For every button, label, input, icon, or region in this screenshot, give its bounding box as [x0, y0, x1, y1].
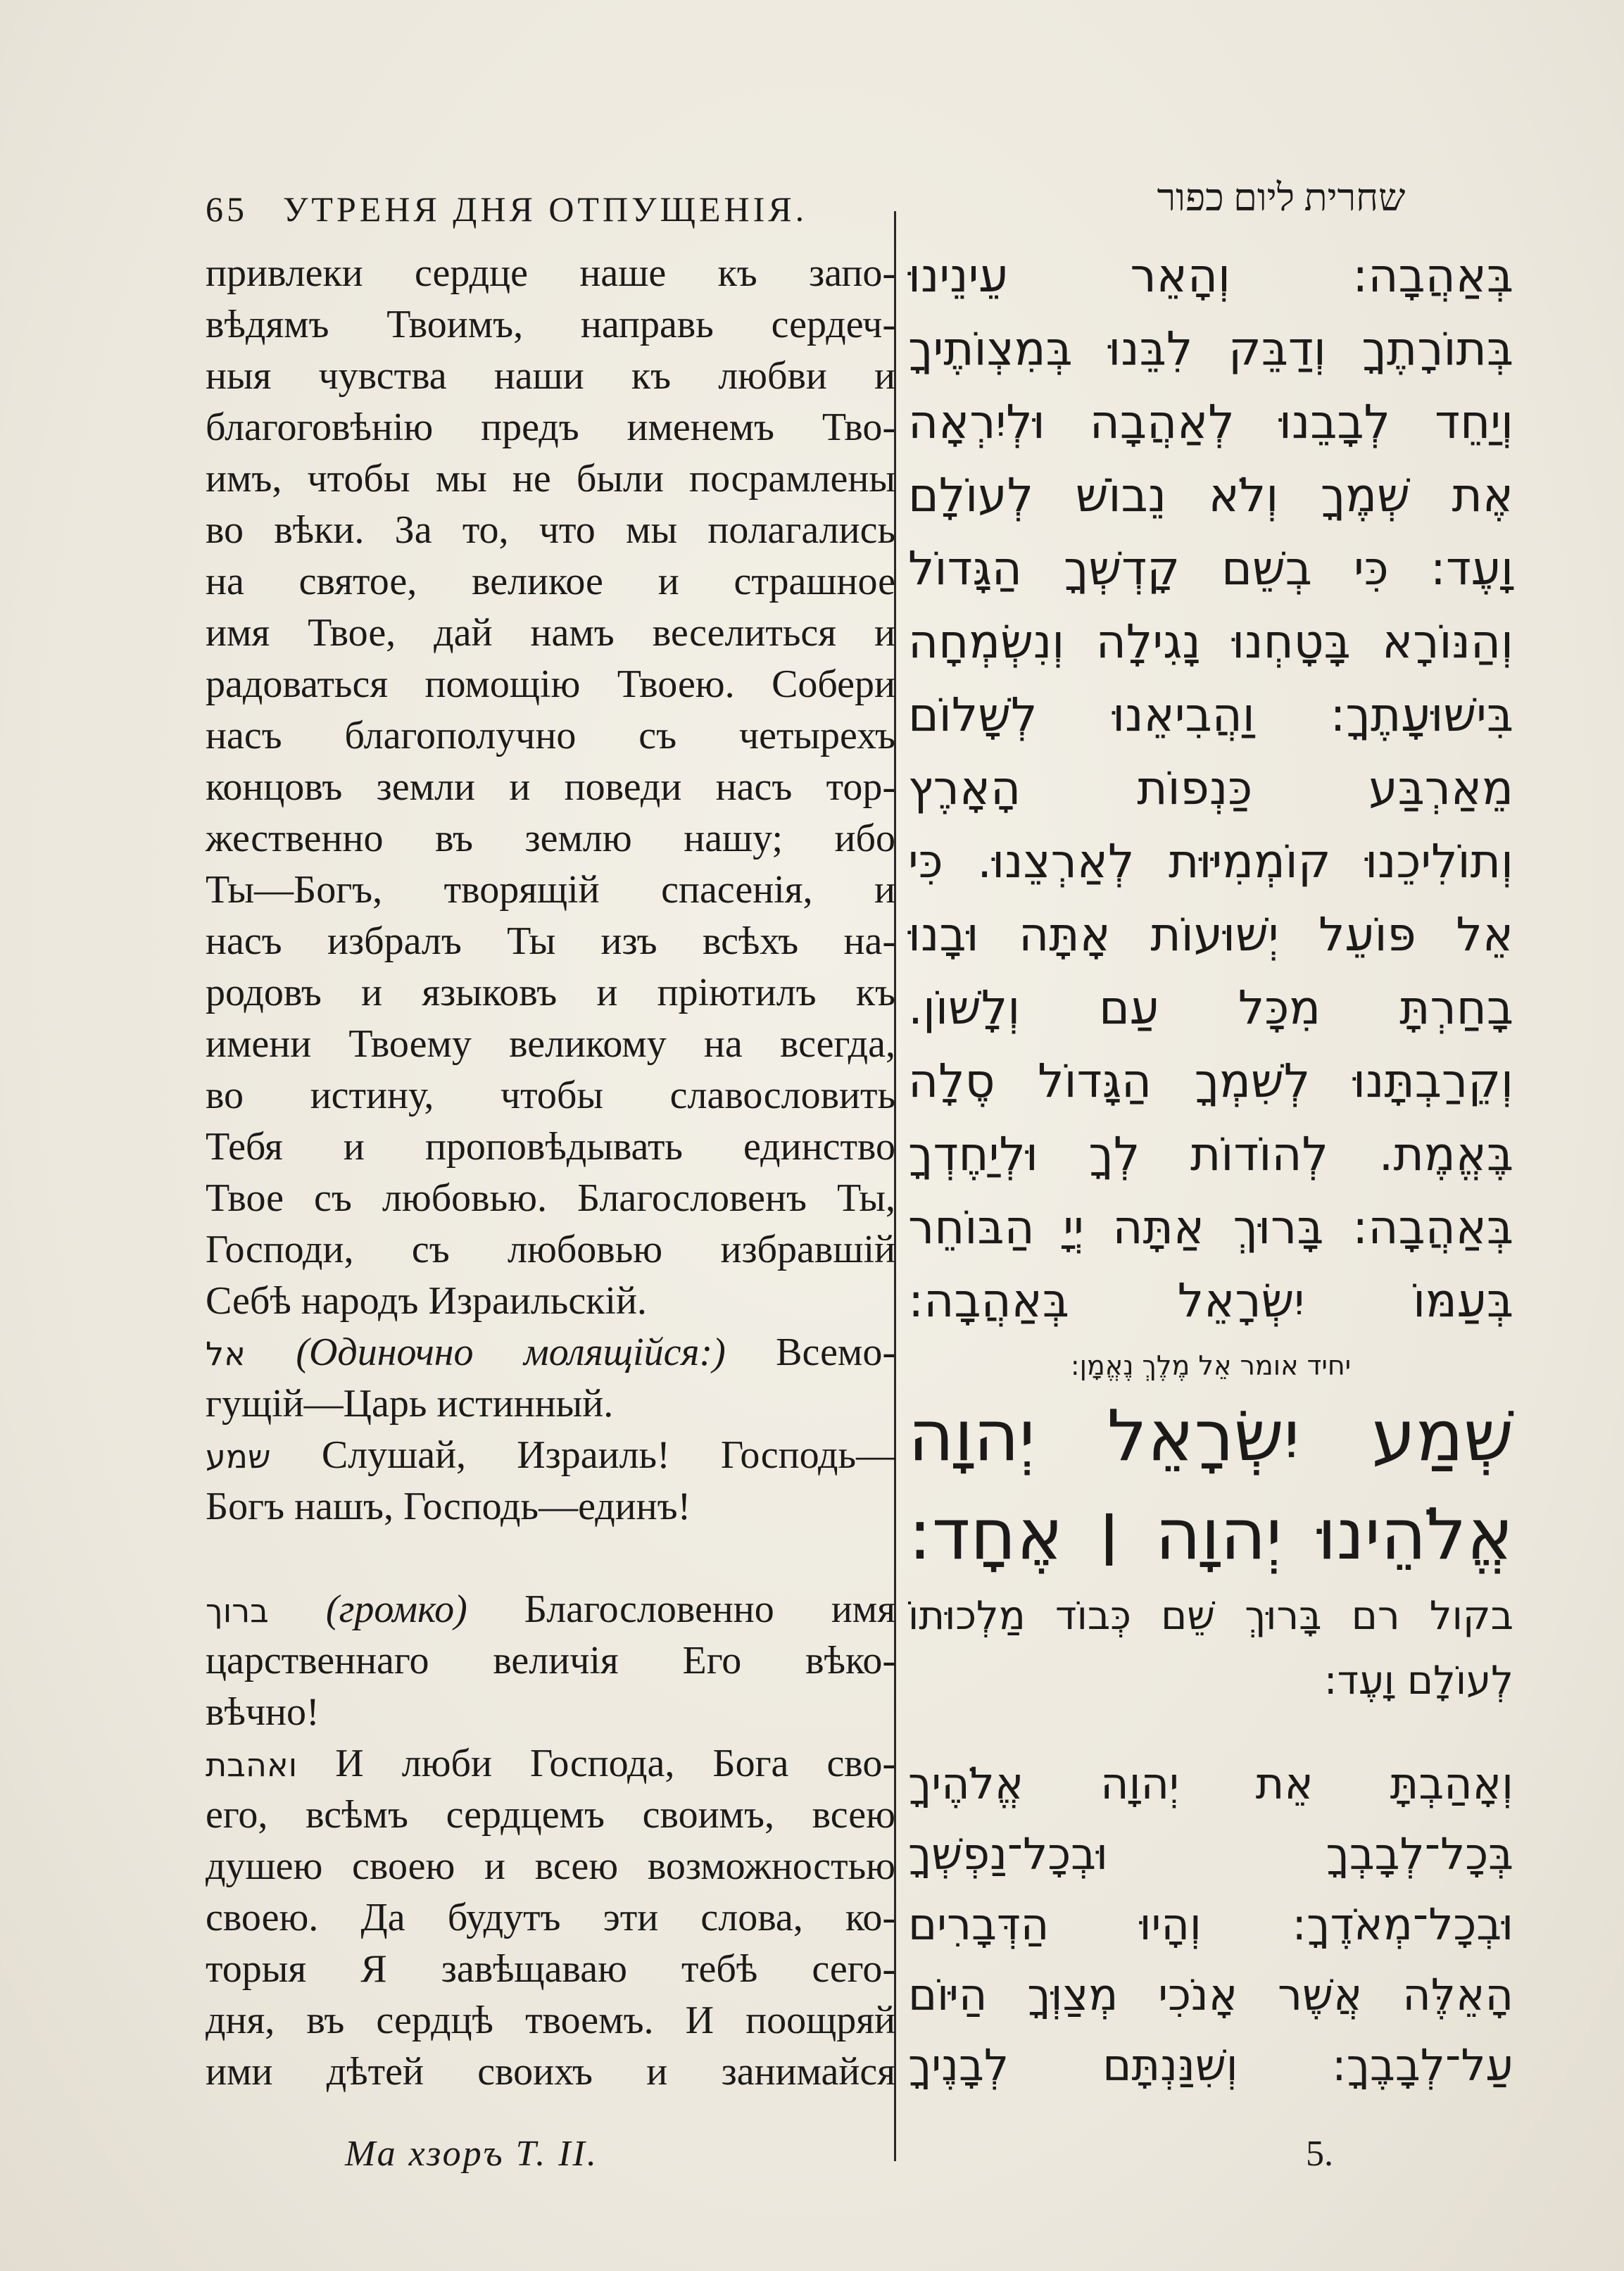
paragraph-gap [206, 1533, 895, 1584]
text-line: своею. Да будутъ эти слова, ко- [206, 1896, 895, 1939]
text-line: ныя чувства наши къ любви и [206, 354, 895, 398]
hebrew-line: בֶּאֱמֶת. לְהוֹדוֹת לְךָ וּלְיַחֶדְךָ [908, 1127, 1513, 1181]
veahavta-line: בְּכָל־לְבָבְךָ וּבְכָל־נַפְשְׁךָ [908, 1828, 1513, 1880]
baruch-line: בקול רם בָּרוּךְ שֵׁם כְּבוֹד מַלְכוּתוֹ [908, 1593, 1513, 1639]
footer-signature: Ма хзоръ Т. II. [345, 2134, 598, 2174]
running-header-left [206, 189, 860, 229]
text-line: жественно въ землю нашу; ибо [206, 817, 895, 860]
veahavta-line: וּבְכָל־מְאֹדֶךָ: וְהָיוּ הַדְּבָרִים [908, 1899, 1513, 1950]
text-line: во вѣки. За то, что мы полагались [206, 508, 895, 552]
text-line: родовъ и языковъ и пріютилъ къ [206, 971, 895, 1014]
hebrew-line: בְּאַהֲבָה: וְהָאֵר עֵינֵינוּ [908, 249, 1513, 303]
russian-column [206, 248, 895, 2098]
rubric-note: (громко) [325, 1587, 467, 1631]
yachid-rubric: יחיד אומר אֵל מֶלֶךְ נֶאֱמָן: [1070, 1350, 1352, 1381]
text-line: насъ благополучно съ четырехъ [206, 714, 895, 757]
shema-paragraph-line [206, 1430, 895, 1481]
el-paragraph-line [206, 1327, 895, 1378]
text-line: Себѣ народъ Израильскій. [206, 1279, 647, 1323]
text-line: во истину, чтобы славословить [206, 1074, 895, 1117]
text-line: Твое съ любовью. Благословенъ Ты, [206, 1176, 895, 1220]
hebrew-line: בָחַרְתָּ מִכָּל עַם וְלָשׁוֹן. [908, 981, 1513, 1035]
text-line: вѣдямъ Твоимъ, направь сердеч- [206, 303, 895, 346]
hebrew-line: בְּעַמּוֹ יִשְׂרָאֵל בְּאַהֲבָה: [908, 1273, 1513, 1328]
page-title-hebrew: שחרית ליום כפור [1157, 177, 1406, 219]
shema-heading-line: שְׁמַע יִשְׂרָאֵל יְהוָה [908, 1395, 1513, 1477]
text-line: Тебя и проповѣдывать единство [206, 1125, 895, 1169]
text-line: вѣчно! [206, 1690, 320, 1734]
hebrew-line: וְקֵרַבְתָּנוּ לְשִׁמְךָ הַגָּדוֹל סֶלָה [908, 1054, 1513, 1108]
cue-word-hebrew: אל [206, 1335, 246, 1373]
hebrew-line: וְתוֹלִיכֵנוּ קוֹמְמִיּוּת לְאַרְצֵנוּ. כִּי [908, 834, 1513, 888]
rubric-note: (Одиночно молящійся:) [296, 1330, 726, 1374]
cue-word-hebrew: ואהבת [206, 1746, 298, 1784]
text-line: радоваться помощію Твоею. Собери [206, 662, 895, 706]
text-line: на святое, великое и страшное [206, 560, 895, 603]
text-line: Господи, съ любовью избравшій [206, 1228, 895, 1271]
text-line: его, всѣмъ сердцемъ своимъ, всею [206, 1793, 895, 1837]
text-line: имени Твоему великому на всегда, [206, 1022, 895, 1066]
baruch-text: Благословенно имя [524, 1587, 896, 1631]
text-line: Ты—Богъ, творящій спасенія, и [206, 868, 895, 912]
text-line: дня, въ сердцѣ твоемъ. И поощряй [206, 1999, 895, 2042]
hebrew-line: בִּישׁוּעָתֶךָ: וַהֲבִיאֵנוּ לְשָׁלוֹם [908, 688, 1513, 742]
baruch-paragraph-line [206, 1584, 895, 1635]
text-line: имъ, чтобы мы не были посрамлены [206, 457, 895, 501]
page-number: 65 [206, 189, 248, 229]
veahavta-line: עַל־לְבָבֶךָ: וְשִׁנַּנְתָּם לְבָנֶיךָ [908, 2039, 1513, 2091]
text-line: Богъ нашъ, Господь—единъ! [206, 1485, 691, 1528]
hebrew-line: אֶת שְׁמֶךָ וְלֹא נֵבוֹשׁ לְעוֹלָם [908, 468, 1513, 522]
text-line: концовъ земли и поведи насъ тор- [206, 765, 895, 809]
baruch-line: לְעוֹלָם וָעֶד: [1323, 1658, 1513, 1704]
hebrew-line: וָעֶד: כִּי בְשֵׁם קָדְשְׁךָ הַגָּדוֹל [908, 541, 1513, 596]
text-line: ими дѣтей своихъ и занимайся [206, 2050, 895, 2094]
hebrew-line: בְּאַהֲבָה: בָּרוּךְ אַתָּה יְיָ הַבּוֹחֵר [908, 1200, 1513, 1254]
hebrew-line: מֵאַרְבַּע כַּנְפוֹת הָאָרֶץ [908, 761, 1513, 815]
veahavta-line: הָאֵלֶּה אֲשֶׁר אָנֹכִי מְצַוְּךָ הַיּוֹם [908, 1969, 1513, 2020]
text-line: торыя Я завѣщаваю тебѣ сего- [206, 1947, 895, 1991]
hebrew-column [908, 239, 1513, 2101]
hebrew-line: אֵל פּוֹעֵל יְשׁוּעוֹת אָתָּה וּבָנוּ [908, 907, 1513, 962]
cue-word-hebrew: ברוך [206, 1592, 269, 1630]
cue-word-hebrew: שמע [206, 1438, 271, 1476]
hebrew-line: וְהַנּוֹרָא בָּטָחְנוּ נָגִילָה וְנִשְׂמְחָה [908, 615, 1513, 669]
text-line: насъ избралъ Ты изъ всѣхъ на- [206, 919, 895, 963]
el-text: Всемо- [776, 1330, 896, 1374]
hebrew-line: וְיַחֵד לְבָבֵנוּ לְאַהֲבָה וּלְיִרְאָה [908, 395, 1513, 449]
shema-text: Слушай, Израиль! Господь— [321, 1433, 895, 1477]
text-line: царственнаго величія Его вѣко- [206, 1639, 895, 1682]
text-line: благоговѣнію предъ именемъ Тво- [206, 405, 895, 449]
text-line: привлеки сердце наше къ запо- [206, 251, 895, 295]
veahavta-paragraph-line [206, 1738, 895, 1789]
text-line: гущій—Царь истинный. [206, 1382, 614, 1426]
veahavta-text: И люби Господа, Бога сво- [335, 1742, 896, 1785]
veahavta-line: וְאָהַבְתָּ אֵת יְהוָה אֱלֹהֶיךָ [908, 1758, 1513, 1809]
shema-heading-line: אֱלֹהֵינוּ יְהוָה ׀ אֶחָד: [908, 1493, 1513, 1575]
text-line: душею своею и всею возможностью [206, 1844, 895, 1888]
paragraph-gap [908, 1713, 1513, 1749]
page-title-russian: УТРЕНЯ ДНЯ ОТПУЩЕНІЯ. [283, 189, 808, 229]
footer-sheet-number: 5. [1306, 2134, 1333, 2174]
hebrew-line: בְּתוֹרָתֶךָ וְדַבֵּק לִבֵּנוּ בְּמִצְוֹתֶיךָ [908, 322, 1513, 376]
text-line: имя Твое, дай намъ веселиться и [206, 611, 895, 655]
